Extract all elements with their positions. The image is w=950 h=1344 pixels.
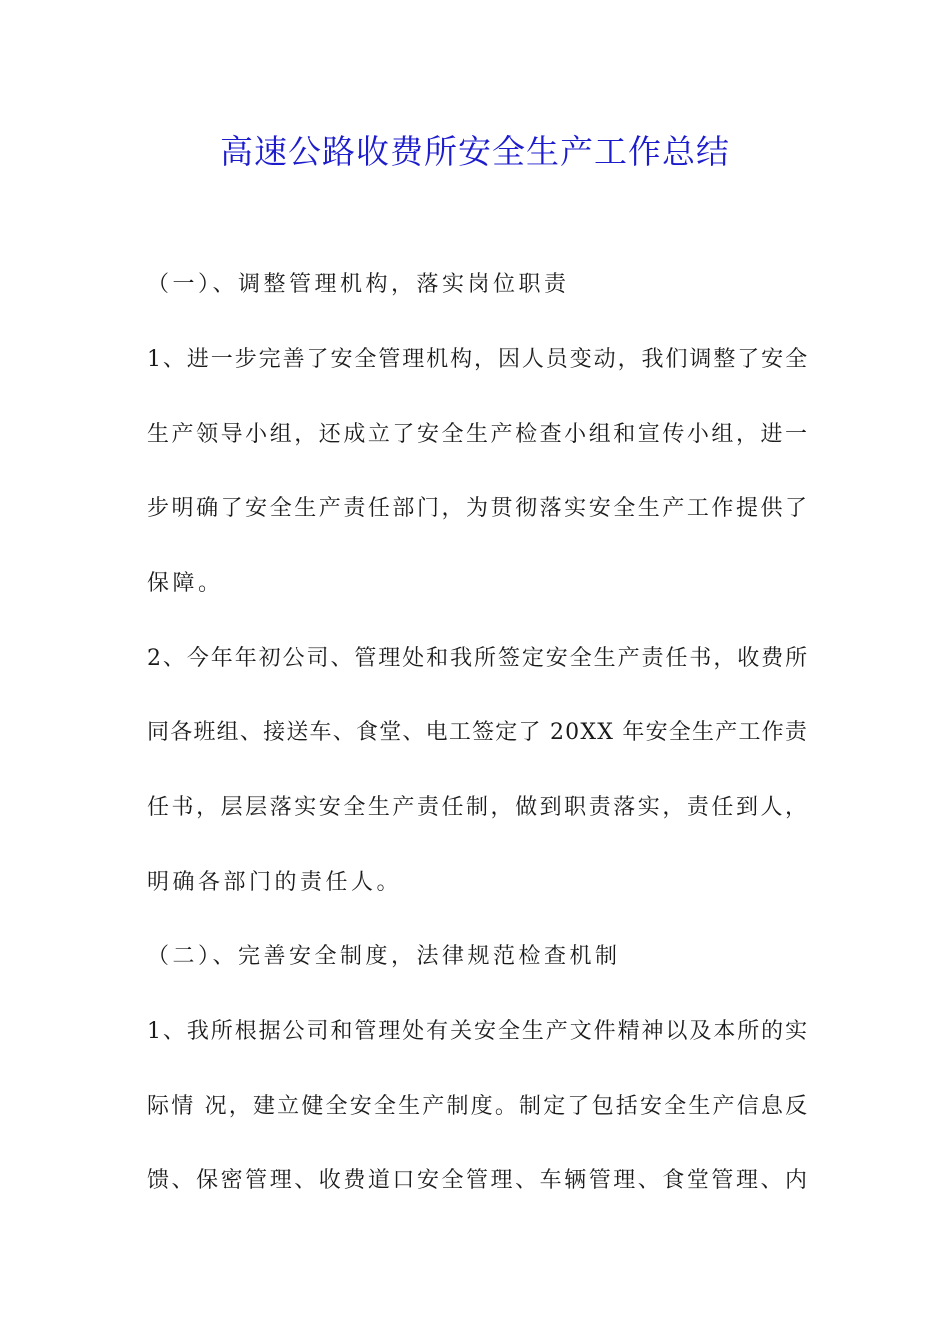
document-title: 高速公路收费所安全生产工作总结 bbox=[220, 132, 730, 171]
paragraph-line: 生产领导小组，还成立了安全生产检查小组和宣传小组，进一 bbox=[147, 422, 810, 447]
paragraph-line: 保障。 bbox=[147, 571, 224, 596]
paragraph-line: 馈、保密管理、收费道口安全管理、车辆管理、食堂管理、内 bbox=[147, 1168, 810, 1193]
paragraph-line: 际情 况，建立健全安全生产制度。制定了包括安全生产信息反 bbox=[147, 1094, 810, 1119]
paragraph-line: 明确各部门的责任人。 bbox=[147, 870, 403, 895]
paragraph-line: 步明确了安全生产责任部门，为贯彻落实安全生产工作提供了 bbox=[147, 496, 810, 521]
paragraph-line: 1、进一步完善了安全管理机构，因人员变动，我们调整了安全 bbox=[147, 347, 810, 372]
paragraph-line: 同各班组、接送车、食堂、电工签定了 20XX 年安全生产工作责 bbox=[147, 720, 809, 745]
section-heading-2: （二）、完善安全制度，法律规范检查机制 bbox=[147, 944, 621, 969]
paragraph-line: 1、我所根据公司和管理处有关安全生产文件精神以及本所的实 bbox=[147, 1019, 810, 1044]
paragraph-line: 任书，层层落实安全生产责任制，做到职责落实，责任到人， bbox=[147, 795, 810, 820]
paragraph-line: 2、今年年初公司、管理处和我所签定安全生产责任书，收费所 bbox=[147, 646, 810, 671]
section-heading-1: （一）、调整管理机构，落实岗位职责 bbox=[147, 272, 570, 297]
